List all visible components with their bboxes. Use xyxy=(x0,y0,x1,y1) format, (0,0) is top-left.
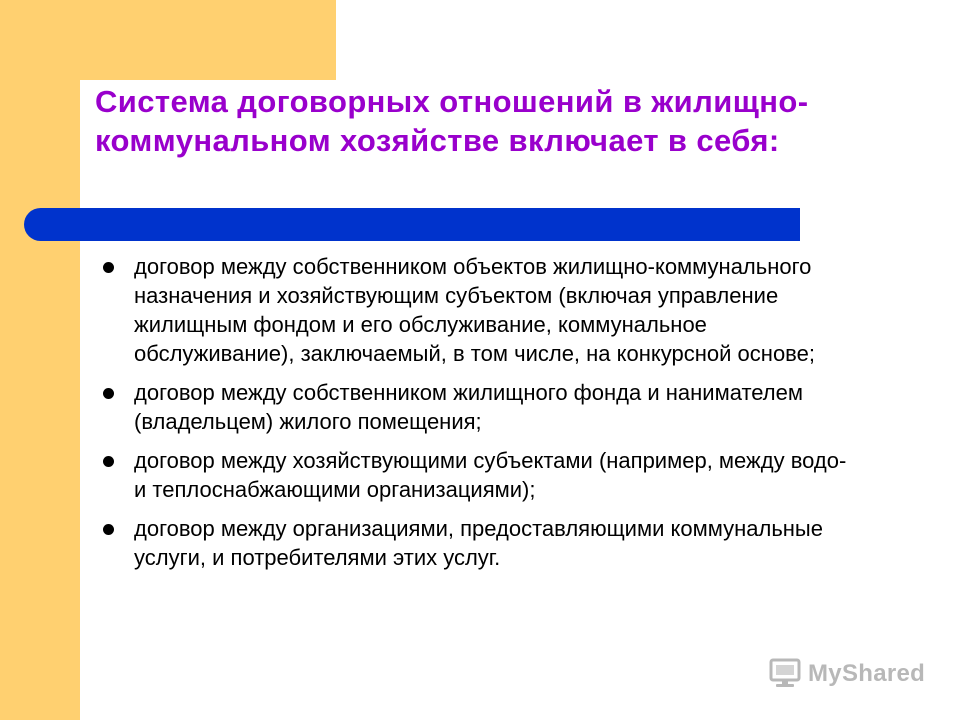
bullet-text: договор между хозяйствующими субъектами (например, между водо- и теплоснабжающими организациями); xyxy=(134,448,847,502)
bullet-text: договор между организациями, предоставляющими коммунальные услуги, и потребителями этих услуг. xyxy=(134,516,823,570)
watermark-text: MyShared xyxy=(808,660,926,687)
slide-title: Система договорных отношений в жилищно-коммунальном хозяйстве включает в себя: xyxy=(95,84,809,158)
list-item xyxy=(100,446,860,504)
list-item xyxy=(100,378,860,436)
bullet-icon xyxy=(103,262,114,273)
bullet-list xyxy=(100,252,860,582)
list-item xyxy=(100,514,860,572)
list-item xyxy=(100,252,860,368)
bullet-icon xyxy=(103,524,114,535)
computer-icon xyxy=(768,657,802,691)
watermark-logo xyxy=(768,656,925,692)
bullet-text: договор между собственником жилищного фонда и нанимателем (владельцем) жилого помещения; xyxy=(134,380,803,434)
bullet-icon xyxy=(103,456,114,467)
title-underline-bar xyxy=(24,208,800,241)
bullet-text: договор между собственником объектов жилищно-коммунального назначения и хозяйствующим субъектом (включая управление жилищным фондом и его обслуживание, коммунальное обслуживание), заключаемый, в том числе, на конкурсной основе; xyxy=(134,254,815,366)
bullet-icon xyxy=(103,388,114,399)
